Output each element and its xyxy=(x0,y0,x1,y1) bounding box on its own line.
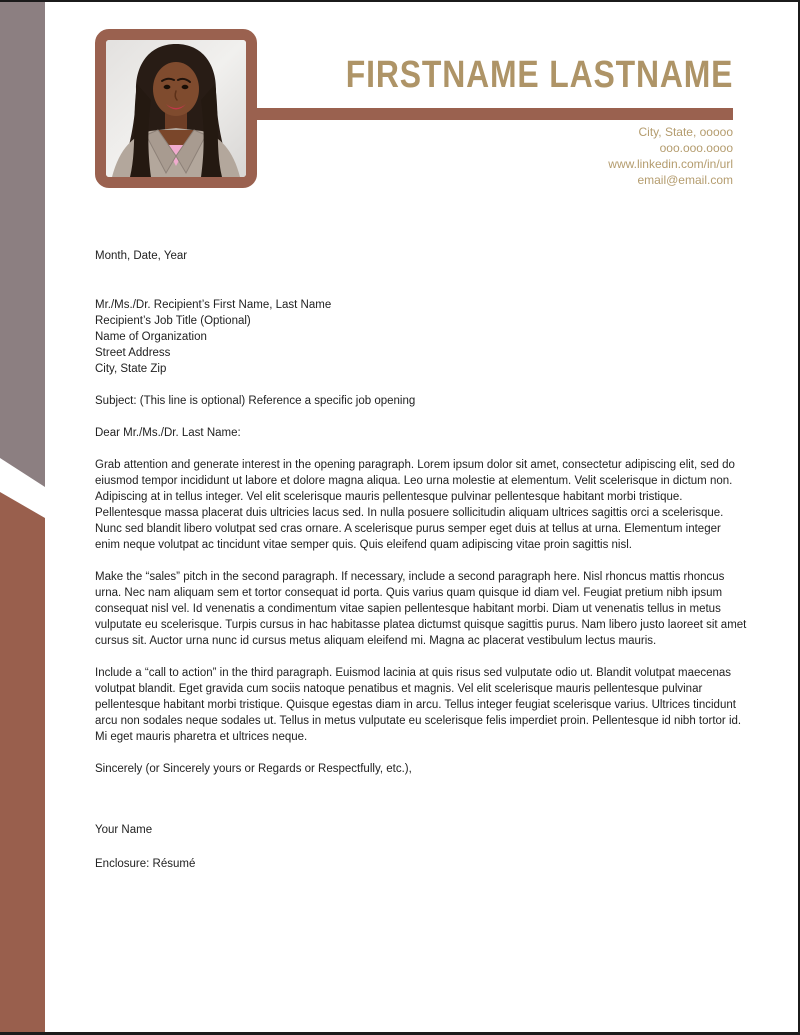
recipient-city-state-zip: City, State Zip xyxy=(95,363,167,375)
contact-info xyxy=(608,124,733,188)
enclosure-line: Enclosure: Résumé xyxy=(95,858,196,870)
profile-photo xyxy=(106,40,246,177)
signature-name: Your Name xyxy=(95,824,153,836)
salutation: Dear Mr./Ms./Dr. Last Name: xyxy=(95,427,241,439)
contact-location: City, State, ooooo xyxy=(638,125,733,139)
full-name: FIRSTNAME LASTNAME xyxy=(345,54,733,96)
contact-phone: ooo.ooo.oooo xyxy=(659,141,733,155)
page-edge-top xyxy=(0,0,800,2)
closing-line: Sincerely (or Sincerely yours or Regards or Respectfully, etc.), xyxy=(95,763,412,775)
recipient-street-address: Street Address xyxy=(95,347,171,359)
contact-linkedin: www.linkedin.com/in/url xyxy=(608,157,733,171)
profile-photo-frame xyxy=(95,29,257,188)
subject-line: Subject: (This line is optional) Reference a specific job opening xyxy=(95,395,416,407)
letter-date: Month, Date, Year xyxy=(95,250,188,262)
paragraph-call-to-action: Include a “call to action” in the third paragraph. Euismod lacinia at quis risus sed vulputate odio ut. Blandit volutpat maecenas volutpat blandit. Eget gravida cum sociis natoque penatibus et magnis. Vel elit scelerisque mauris pellentesque pulvinar pellentesque habitant morbi tristique. Quisque egestas diam in arcu. Tellus integer feugiat scelerisque varius. Ultrices tincidunt arcu non sodales neque sodales ut. Tellus in metus vulputate eu scelerisque felis imperdiet proin. Pellentesque id nibh tortor id. Mi eget mauris pharetra et ultrices neque. xyxy=(95,667,742,743)
recipient-name: Mr./Ms./Dr. Recipient’s First Name, Last Name xyxy=(95,299,332,311)
paragraph-sales-pitch: Make the “sales” pitch in the second paragraph. If necessary, include a second paragraph here. Nisl rhoncus mattis rhoncus urna. Nec nam aliquam sem et tortor consequat id porta. Quis varius quam quisque id diam vel. Feugiat pretium nibh ipsum consequat nisl vel. Id venenatis a condimentum vitae sapien pellentesque habitant morbi. Diam ut venenatis tellus in metus vulputate eu scelerisque. Turpis cursus in hac habitasse platea dictumst quisque sagittis purus. Nam libero justo laoreet sit amet cursus sit. Auctor urna nunc id cursus metus aliquam eleifend mi. Magna ac placerat vestibulum lectus mauris. xyxy=(95,571,747,647)
sidebar-decoration xyxy=(0,0,45,1035)
paragraph-opening: Grab attention and generate interest in the opening paragraph. Lorem ipsum dolor sit amet, consectetur adipiscing elit, sed do eiusmod tempor incididunt ut labore et dolore magna aliqua. Leo urna molestie at elementum. Velit scelerisque in dictum non. Adipiscing at in tellus integer. Vel elit scelerisque mauris pellentesque pulvinar pellentesque habitant morbi tristique. Pellentesque massa placerat duis ultricies lacus sed. In nulla posuere sollicitudin aliquam ultrices sagittis orci a scelerisque. Nunc sed blandit libero volutpat sed cras ornare. A scelerisque purus semper eget duis at tellus at urna. Elementum integer enim neque volutpat ac tincidunt vitae semper quis. Quis eleifend quam adipiscing vitae proin sagittis nisl. xyxy=(95,459,735,551)
header-accent-bar xyxy=(252,108,733,120)
letter-body xyxy=(95,248,747,872)
recipient-job-title: Recipient’s Job Title (Optional) xyxy=(95,315,251,327)
recipient-block xyxy=(95,297,747,377)
recipient-organization: Name of Organization xyxy=(95,331,207,343)
contact-email: email@email.com xyxy=(637,173,733,187)
